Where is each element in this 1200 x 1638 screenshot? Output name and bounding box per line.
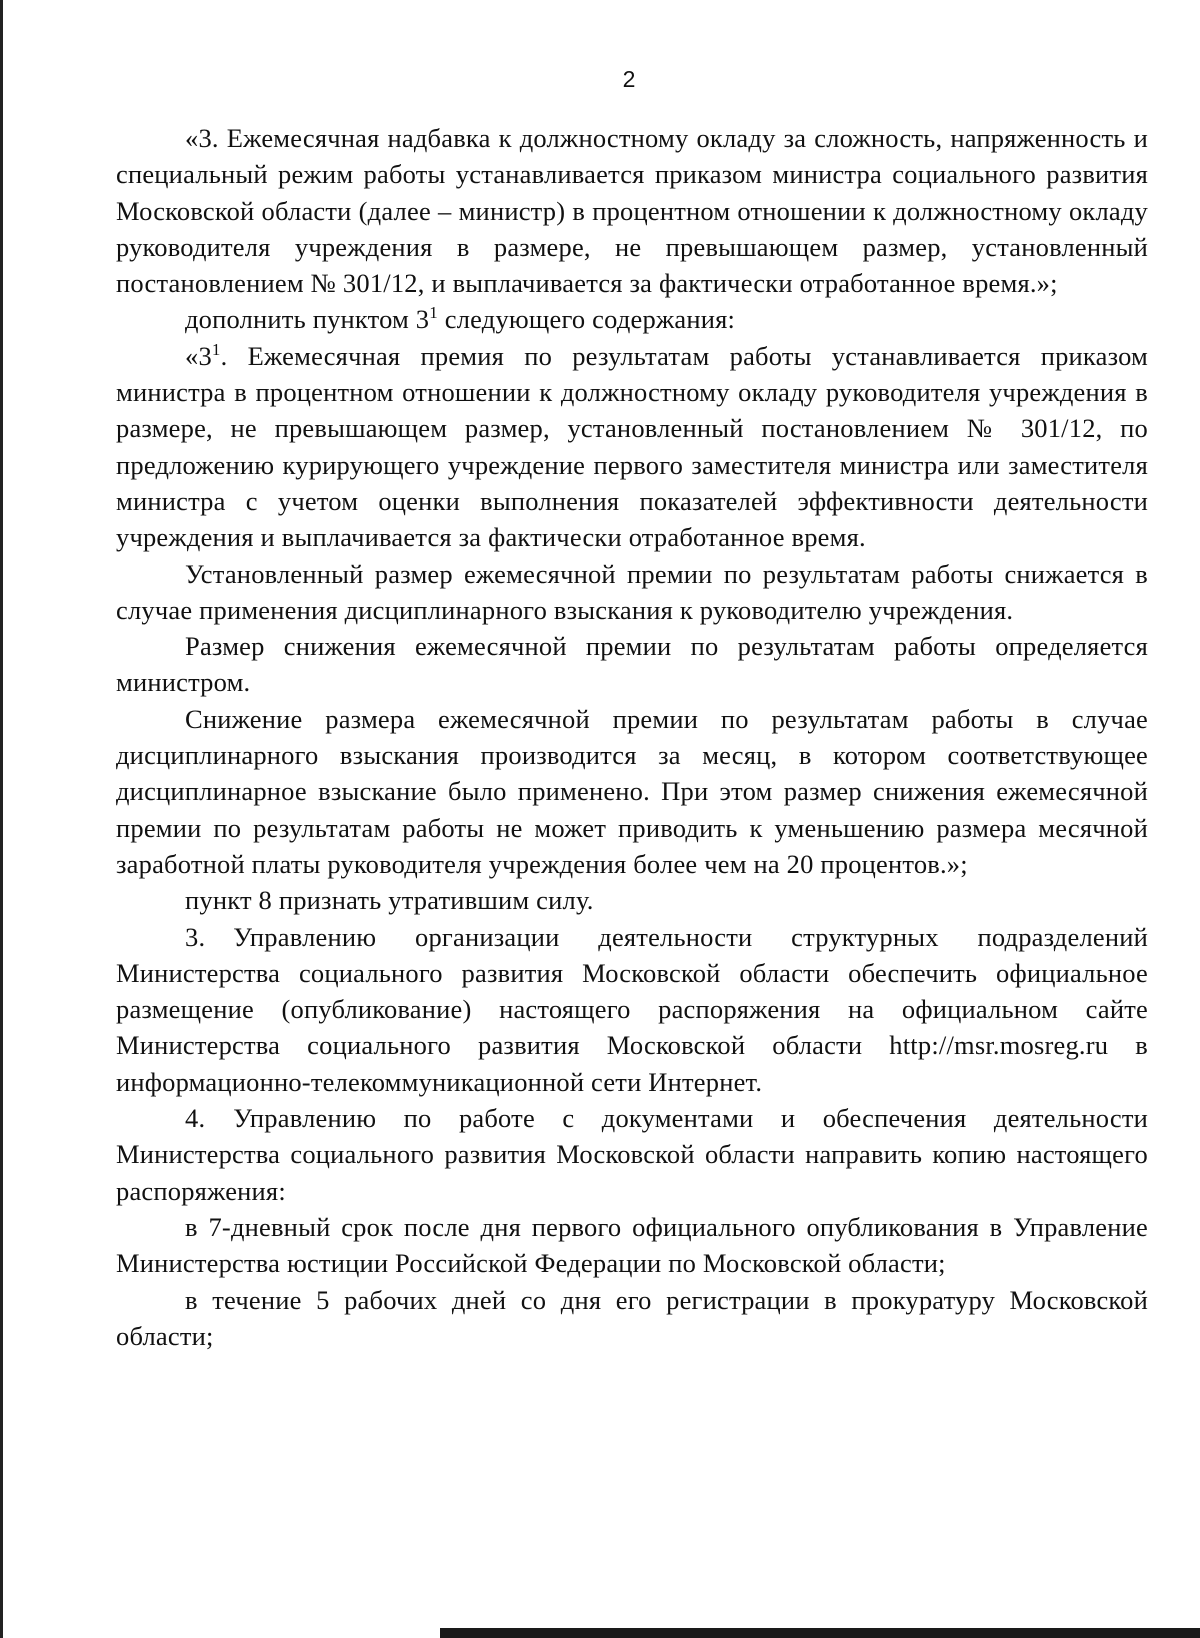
paragraph-reduction-period: Снижение размера ежемесячной премии по результатам работы в случае дисциплинарного взыскания производится за месяц, в котором соответствующее дисциплинарное взыскание было применено. При этом размер снижения ежемесячной премии по результатам работы не может приводить к уменьшению размера месячной заработной платы руководителя учреждения более чем на 20 процентов.»; xyxy=(116,703,1148,879)
paragraph-item-3: «3. Ежемесячная надбавка к должностному окладу за сложность, напряженность и специальный режим работы устанавливается приказом министра социального развития Московской области (далее – министр) в процентном отношении к должностному окладу руководителя учреждения в размере, не превышающем размер, установленный постановлением № 301/12, и выплачивается за фактически отработанное время.»; xyxy=(116,123,1148,299)
paragraph-justice-ministry: в 7-дневный срок после дня первого официального опубликования в Управление Министерства юстиции Российской Федерации по Московской области; xyxy=(116,1211,1148,1279)
paragraph-text: . Ежемесячная премия по результатам работы устанавливается приказом министра в процентном отношении к должностному окладу руководителя учреждения в размере, не превышающем размер, установленный постановлением № 301/12, по предложению курирующего учреждение первого заместителя министра или заместителя министра с учетом оценки выполнения показателей эффективности деятельности учреждения и выплачивается за фактически отработанное время. xyxy=(116,340,1148,553)
paragraph-item-3-1 xyxy=(116,338,1148,556)
paragraph-bonus-reduction: Установленный размер ежемесячной премии по результатам работы снижается в случае применения дисциплинарного взыскания к руководителю учреждения. xyxy=(116,558,1148,625)
superscript: 1 xyxy=(211,339,221,359)
paragraph-prosecutor: в течение 5 рабочих дней со дня его регистрации в прокуратуру Московской области; xyxy=(116,1284,1148,1351)
superscript: 1 xyxy=(429,303,438,323)
paragraph-text: «3 xyxy=(185,340,212,371)
paragraph-text: Управлению организации деятельности структурных подразделений Министерства социального развития Московской области обеспечить официальное размещение (опубликование) настоящего распоряжения на официальном сайте Министерства социального развития Московской области http://msr.mosreg.ru в информационно-телекоммуникационной сети Интернет. xyxy=(116,921,1148,1097)
section-number: 4. xyxy=(185,1103,206,1134)
paragraph-text: дополнить пунктом 3 xyxy=(185,304,430,335)
scan-border-bottom xyxy=(440,1628,1200,1638)
scan-border-left xyxy=(0,0,3,1638)
section-number: 3. xyxy=(185,921,206,952)
paragraph-section-4 xyxy=(116,1100,1148,1209)
paragraph-reduction-amount: Размер снижения ежемесячной премии по результатам работы определяется министром. xyxy=(116,631,1148,698)
document-body xyxy=(116,120,1148,1354)
paragraph-text: Управлению по работе с документами и обеспечения деятельности Министерства социального развития Московской области направить копию настоящего распоряжения: xyxy=(116,1103,1148,1206)
paragraph-item-8-void: пункт 8 признать утратившим силу. xyxy=(185,885,594,916)
paragraph-text: следующего содержания: xyxy=(437,304,736,335)
paragraph-section-3 xyxy=(116,919,1148,1100)
paragraph-add-item-3-1 xyxy=(116,301,1148,337)
page-number: 2 xyxy=(622,66,636,92)
